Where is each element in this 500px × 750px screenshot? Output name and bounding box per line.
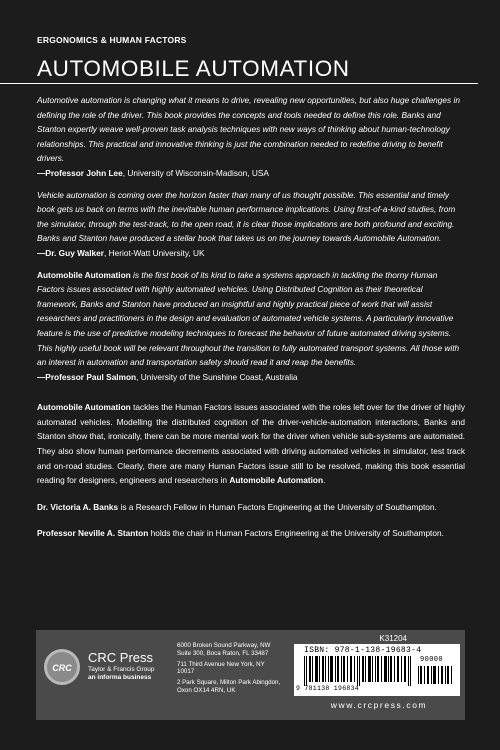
- address-line: 2 Park Square, Milton Park Abingdon, Oxon OX14 4RN, UK: [177, 679, 281, 694]
- publisher-group: Taylor & Francis Group: [88, 666, 155, 673]
- quote-text: Automotive automation is changing what it means to drive, revealing new opportunities, but also huge challenges in defining the role of the driver. This book provides the concepts and tools needed to define this role. Banks and Stanton expertly weave well-proven task analysis techniques with new ways of thinking about human-technology relationships. This practical and innovative thinking is just the combination needed to redefine driving to benefit drivers.: [37, 95, 460, 164]
- barcode-bars-icon: [304, 656, 414, 686]
- price-code: 90000: [420, 656, 444, 664]
- endorsement-quote: [37, 188, 465, 261]
- quote-attribution: [37, 370, 465, 385]
- catalog-code: K31204: [379, 634, 407, 643]
- publisher-informa: an informa business: [88, 674, 152, 681]
- quote-affiliation: , University of Wisconsin-Madison, USA: [122, 167, 269, 178]
- quote-attribution: [37, 246, 465, 261]
- description-text: tackles the Human Factors issues associated with the roles left over for the driver of highly automated vehicles. Modelling the distributed cognition of the driver-vehicle-automation interactions, Banks and Stanton show that, ironically, there can be more mental work for the driver when vehicle sub-systems are automated. They also show human performance decrements associated with driving automated vehicles in simulator, test track and on-road studies. Clearly, there are many Human Factors issue still to be resolved, making this book essential reading for designers, engineers and researchers in: [37, 402, 466, 486]
- description-end: .: [323, 475, 326, 486]
- endorsement-quote: [37, 93, 465, 181]
- quote-affiliation: , University of the Sunshine Coast, Australia: [136, 371, 298, 382]
- author-name: Professor Neville A. Stanton: [37, 528, 149, 539]
- book-description: [37, 400, 465, 488]
- quote-affiliation: , Heriot-Watt University, UK: [104, 247, 205, 258]
- quote-author: —Professor Paul Salmon: [37, 371, 137, 382]
- author-name: Dr. Victoria A. Banks: [37, 501, 119, 512]
- quote-author: —Dr. Guy Walker: [37, 247, 105, 258]
- author-bio: [37, 526, 465, 541]
- author-bio-text: is a Research Fellow in Human Factors Engineering at the University of Southampton.: [118, 501, 437, 512]
- isbn-text: ISBN: 978-1-138-19683-4: [304, 646, 422, 655]
- description-lead: Automobile Automation: [37, 402, 131, 413]
- series-name: ERGONOMICS & HUMAN FACTORS: [37, 35, 187, 45]
- price-barcode-icon: [418, 666, 454, 684]
- cover-text: [37, 93, 465, 541]
- endorsement-quote: [37, 268, 465, 385]
- quote-attribution: [37, 166, 465, 181]
- barcode-digits: 9 781138 196834: [296, 685, 360, 692]
- title-rule: [0, 83, 478, 84]
- publisher-url[interactable]: www.crcpress.com: [330, 700, 428, 710]
- logo-text: CRC: [52, 663, 72, 673]
- address-line: 6000 Broken Sound Parkway, NW Suite 300, Boca Raton, FL 33487: [177, 642, 271, 657]
- quote-author: —Professor John Lee: [37, 167, 123, 178]
- publisher-name: CRC Press: [88, 650, 154, 665]
- publisher-block: [88, 650, 154, 681]
- quote-text: is the first book of its kind to take a systems approach in tackling the thorny Human Factors issues associated with highly automated vehicles. Using Distributed Cognition as their theoretical framework, Banks and Stanton have produced an insightful and highly practical piece of work that will assist researchers and practitioners in the design and evaluation of automated vehicle systems. A particularly innovative feature is the use of predictive modeling techniques to forecast the behavior of future automated driving systems. This highly useful book will be relevant throughout the transition to fully automated transport systems. All those with an interest in automation and transportation safety should read it and reap the benefits.: [37, 269, 460, 368]
- publisher-footer: [36, 630, 465, 720]
- author-bio-text: holds the chair in Human Factors Engineering at the University of Southampton.: [148, 528, 444, 539]
- address-line: 711 Third Avenue New York, NY 10017: [177, 660, 265, 676]
- book-title: AUTOMOBILE AUTOMATION: [37, 56, 350, 81]
- crc-logo-icon: [44, 649, 80, 685]
- barcode: [294, 644, 460, 696]
- quote-text: Vehicle automation is coming over the horizon faster than many of us thought possible. This essential and timely book gets us back on terms with the inevitable human performance implications. Using first-of-a-kind studies, from the simulator, through the test-track, to the open road, it is clear those implications are both profound and exciting. Banks and Stanton have produced a stellar book that takes us on the journey towards Automobile Automation.: [37, 189, 456, 244]
- quote-lead: Automobile Automation: [37, 269, 131, 280]
- author-bio: [37, 500, 465, 515]
- publisher-addresses: [177, 642, 281, 695]
- description-tail: Automobile Automation: [229, 475, 324, 486]
